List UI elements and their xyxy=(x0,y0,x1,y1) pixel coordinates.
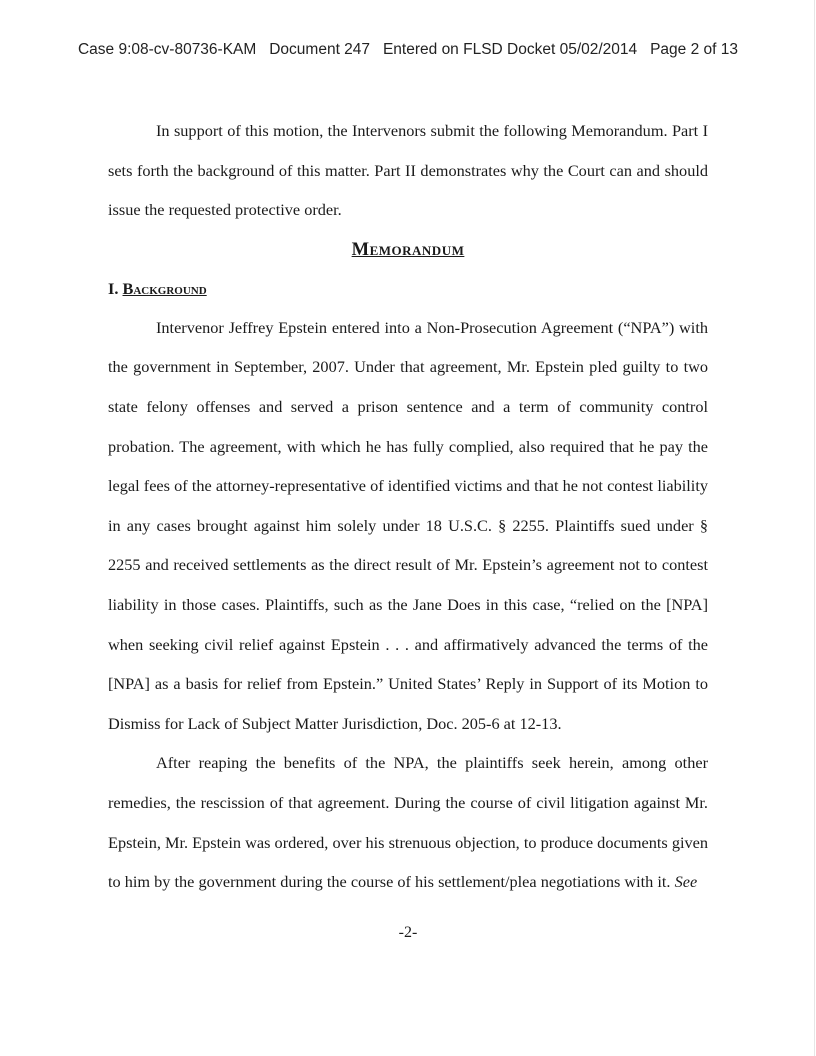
memorandum-heading xyxy=(108,230,708,269)
page-number: -2- xyxy=(398,924,418,941)
section-heading xyxy=(108,269,708,308)
section-title: Background xyxy=(122,278,207,298)
citation-signal: See xyxy=(674,872,698,892)
case-number: Case 9:08-cv-80736-KAM xyxy=(77,41,257,58)
memorandum-heading-text: Memorandum xyxy=(351,239,465,260)
section-number: I. xyxy=(108,278,119,298)
document-body xyxy=(108,111,708,902)
docket-header xyxy=(0,41,816,59)
page-edge xyxy=(814,0,815,1056)
document-number: Document 247 xyxy=(269,41,371,58)
background-paragraph-2 xyxy=(108,743,708,901)
page-count: Page 2 of 13 xyxy=(650,41,739,58)
intro-paragraph: In support of this motion, the Intervenors submit the following Memorandum. Part I sets forth the background of this matter. Part II demonstrates why the Court can and should issue the requested protective order. xyxy=(108,121,708,220)
background-paragraph-1: Intervenor Jeffrey Epstein entered into a Non-Prosecution Agreement (“NPA”) with the government in September, 2007. Under that agreement, Mr. Epstein pled guilty to two state felony offenses and served a prison sentence and a term of community control probation. The agreement, with which he has fully complied, also required that he pay the legal fees of the attorney-representative of identified victims and that he not contest liability in any cases brought against him solely under 18 U.S.C. § 2255. Plaintiffs sued under § 2255 and received settlements as the direct result of Mr. Epstein’s agreement not to contest liability in those cases. Plaintiffs, such as the Jane Does in this case, “relied on the [NPA] when seeking civil relief against Epstein . . . and affirmatively advanced the terms of the [NPA] as a basis for relief from Epstein.” United States’ Reply in Support of its Motion to Dismiss for Lack of Subject Matter Jurisdiction, Doc. 205-6 at 12-13. xyxy=(108,317,708,733)
docket-entry: Entered on FLSD Docket 05/02/2014 xyxy=(382,41,638,58)
paragraph-2-text: After reaping the benefits of the NPA, the plaintiffs seek herein, among other remedies, the rescission of that agreement. During the course of civil litigation against Mr. Epstein, Mr. Epstein was ordered, over his strenuous objection, to produce documents given to him by the government during the course of his settlement/plea negotiations with it. xyxy=(108,753,708,892)
